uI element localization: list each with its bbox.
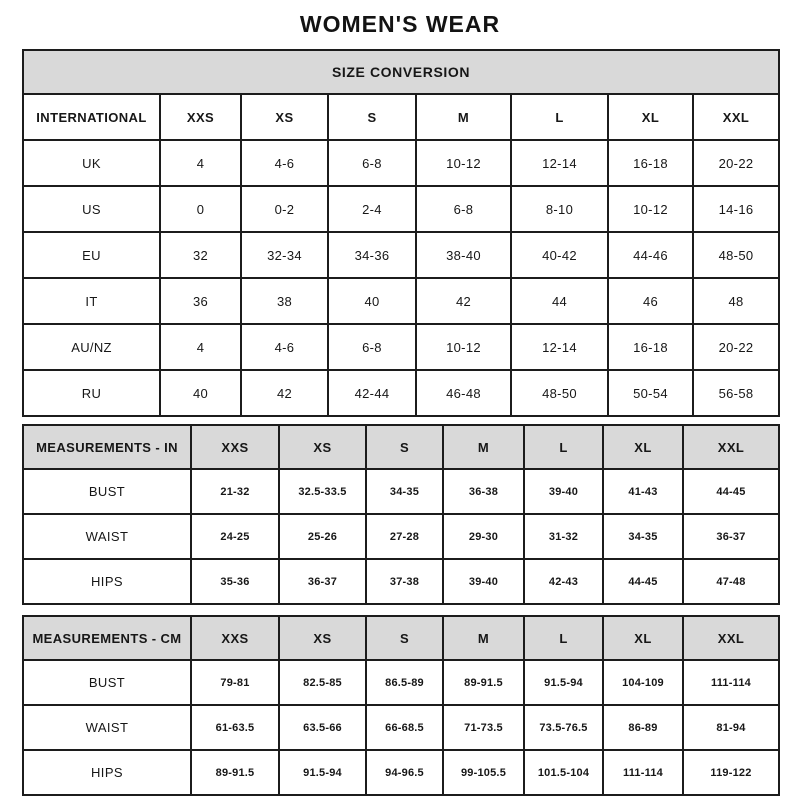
table-row [23, 186, 779, 232]
column-header: XXL [683, 425, 779, 469]
table-cell: 16-18 [608, 324, 693, 370]
table-cell: 73.5-76.5 [524, 705, 603, 750]
table-cell: 111-114 [683, 660, 779, 705]
table-spacer [22, 417, 778, 424]
row-label: HIPS [23, 750, 191, 795]
table-cell: 39-40 [443, 559, 524, 604]
table-cell: 61-63.5 [191, 705, 279, 750]
table-cell: 46 [608, 278, 693, 324]
table-cell: 63.5-66 [279, 705, 366, 750]
measurements-cm-table [22, 615, 780, 796]
row-label: WAIST [23, 705, 191, 750]
table-row [23, 559, 779, 604]
table-cell: 25-26 [279, 514, 366, 559]
table-cell: 32 [160, 232, 241, 278]
column-header: XS [279, 616, 366, 660]
row-label: BUST [23, 660, 191, 705]
table-cell: 41-43 [603, 469, 683, 514]
table-cell: 4 [160, 140, 241, 186]
column-header: M [443, 616, 524, 660]
table-cell: 36-38 [443, 469, 524, 514]
table-cell: 16-18 [608, 140, 693, 186]
table-row [23, 140, 779, 186]
table-cell: 14-16 [693, 186, 779, 232]
table-cell: 56-58 [693, 370, 779, 416]
column-header: XL [603, 425, 683, 469]
row-label: EU [23, 232, 160, 278]
column-header: XXL [683, 616, 779, 660]
table-cell: 40-42 [511, 232, 608, 278]
table-cell: 119-122 [683, 750, 779, 795]
table-cell: 29-30 [443, 514, 524, 559]
table-cell: 12-14 [511, 140, 608, 186]
table-cell: 31-32 [524, 514, 603, 559]
column-header: M [443, 425, 524, 469]
table-cell: 111-114 [603, 750, 683, 795]
page-title: WOMEN'S WEAR [299, 11, 501, 37]
column-header: XL [608, 94, 693, 140]
table-cell: 38-40 [416, 232, 511, 278]
table-row [23, 370, 779, 416]
column-header: XXS [191, 425, 279, 469]
table-cell: 42 [416, 278, 511, 324]
table-cell: 89-91.5 [443, 660, 524, 705]
table-header-row [23, 94, 779, 140]
table-header-row [23, 616, 779, 660]
table-cell: 44 [511, 278, 608, 324]
table-cell: 91.5-94 [524, 660, 603, 705]
table-cell: 66-68.5 [366, 705, 443, 750]
table-title: SIZE CONVERSION [23, 50, 779, 94]
table-cell: 86-89 [603, 705, 683, 750]
table-cell: 40 [328, 278, 416, 324]
column-header: S [366, 616, 443, 660]
column-header: XXS [160, 94, 241, 140]
row-label: BUST [23, 469, 191, 514]
table-cell: 4-6 [241, 324, 328, 370]
row-label: IT [23, 278, 160, 324]
table-cell: 27-28 [366, 514, 443, 559]
table-cell: 8-10 [511, 186, 608, 232]
table-cell: 38 [241, 278, 328, 324]
table-cell: 24-25 [191, 514, 279, 559]
table-row [23, 705, 779, 750]
table-cell: 0 [160, 186, 241, 232]
table-cell: 79-81 [191, 660, 279, 705]
table-cell: 37-38 [366, 559, 443, 604]
table-cell: 34-36 [328, 232, 416, 278]
table-cell: 32.5-33.5 [279, 469, 366, 514]
table-title-row [23, 50, 779, 94]
table-cell: 89-91.5 [191, 750, 279, 795]
column-header: M [416, 94, 511, 140]
table-cell: 48 [693, 278, 779, 324]
column-header: S [366, 425, 443, 469]
table-spacer [22, 605, 778, 615]
column-header: XXL [693, 94, 779, 140]
table-row [23, 660, 779, 705]
table-cell: 6-8 [416, 186, 511, 232]
table-cell: 82.5-85 [279, 660, 366, 705]
table-cell: 20-22 [693, 140, 779, 186]
row-label: UK [23, 140, 160, 186]
table-cell: 48-50 [693, 232, 779, 278]
table-cell: 36-37 [683, 514, 779, 559]
table-cell: 2-4 [328, 186, 416, 232]
table-cell: 4 [160, 324, 241, 370]
table-title: MEASUREMENTS - IN [23, 425, 191, 469]
column-header: L [524, 425, 603, 469]
table-cell: 99-105.5 [443, 750, 524, 795]
size-conversion-table [22, 49, 780, 417]
table-cell: 50-54 [608, 370, 693, 416]
table-cell: 42-43 [524, 559, 603, 604]
table-title: MEASUREMENTS - CM [23, 616, 191, 660]
table-cell: 39-40 [524, 469, 603, 514]
column-header: L [511, 94, 608, 140]
row-label: AU/NZ [23, 324, 160, 370]
table-cell: 81-94 [683, 705, 779, 750]
table-cell: 36 [160, 278, 241, 324]
column-header: XS [241, 94, 328, 140]
table-cell: 10-12 [416, 324, 511, 370]
table-cell: 104-109 [603, 660, 683, 705]
table-cell: 47-48 [683, 559, 779, 604]
row-label: US [23, 186, 160, 232]
table-cell: 42 [241, 370, 328, 416]
column-header: XL [603, 616, 683, 660]
table-cell: 0-2 [241, 186, 328, 232]
table-cell: 44-46 [608, 232, 693, 278]
table-row [23, 278, 779, 324]
table-row [23, 324, 779, 370]
table-cell: 71-73.5 [443, 705, 524, 750]
table-cell: 44-45 [683, 469, 779, 514]
table-header-row [23, 425, 779, 469]
table-cell: 44-45 [603, 559, 683, 604]
measurements-in-table [22, 424, 780, 605]
table-cell: 34-35 [366, 469, 443, 514]
table-cell: 42-44 [328, 370, 416, 416]
table-row [23, 514, 779, 559]
table-cell: 10-12 [416, 140, 511, 186]
row-label: RU [23, 370, 160, 416]
column-header: INTERNATIONAL [23, 94, 160, 140]
table-row [23, 469, 779, 514]
table-cell: 36-37 [279, 559, 366, 604]
table-cell: 46-48 [416, 370, 511, 416]
table-cell: 34-35 [603, 514, 683, 559]
table-cell: 101.5-104 [524, 750, 603, 795]
table-cell: 6-8 [328, 324, 416, 370]
row-label: WAIST [23, 514, 191, 559]
column-header: XXS [191, 616, 279, 660]
table-cell: 48-50 [511, 370, 608, 416]
table-cell: 4-6 [241, 140, 328, 186]
column-header: XS [279, 425, 366, 469]
table-cell: 12-14 [511, 324, 608, 370]
table-cell: 20-22 [693, 324, 779, 370]
table-row [23, 232, 779, 278]
column-header: S [328, 94, 416, 140]
table-cell: 86.5-89 [366, 660, 443, 705]
table-cell: 35-36 [191, 559, 279, 604]
table-row [23, 750, 779, 795]
table-cell: 21-32 [191, 469, 279, 514]
table-cell: 40 [160, 370, 241, 416]
table-cell: 32-34 [241, 232, 328, 278]
table-cell: 91.5-94 [279, 750, 366, 795]
row-label: HIPS [23, 559, 191, 604]
table-cell: 10-12 [608, 186, 693, 232]
column-header: L [524, 616, 603, 660]
table-cell: 94-96.5 [366, 750, 443, 795]
table-cell: 6-8 [328, 140, 416, 186]
